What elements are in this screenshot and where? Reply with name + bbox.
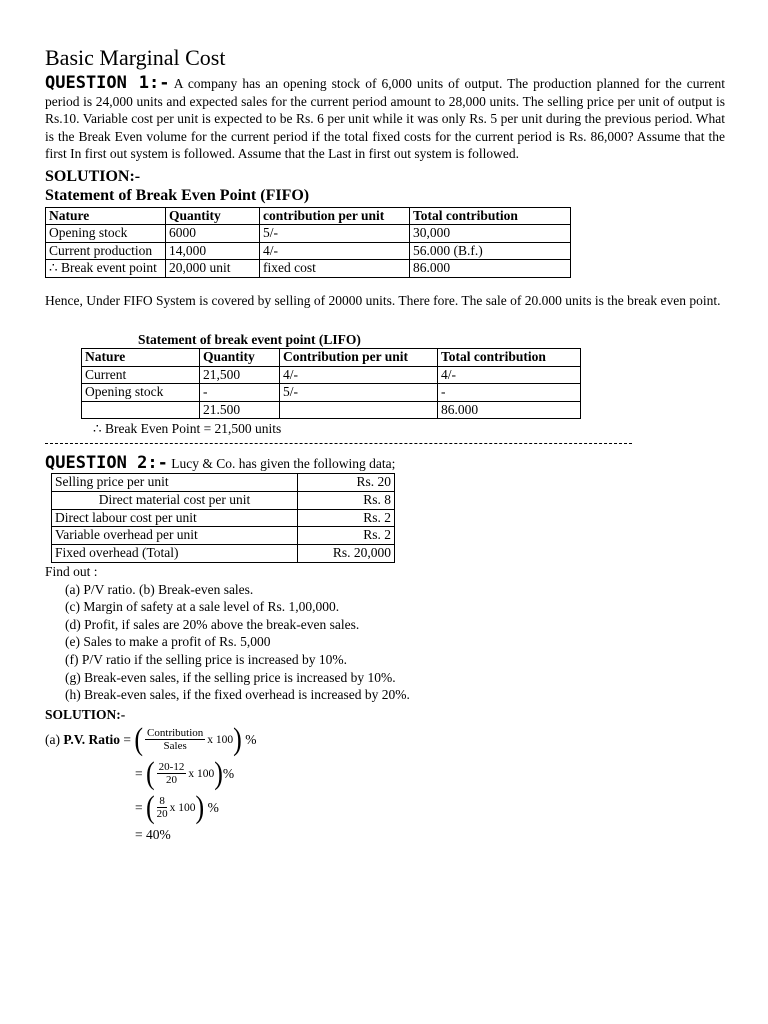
left-paren-icon: (: [134, 721, 144, 757]
table-row: [52, 527, 395, 545]
table-cell: Opening stock: [46, 225, 166, 243]
table-cell: Variable overhead per unit: [52, 527, 298, 545]
pv-ratio-line-2: [45, 757, 725, 791]
question-2-label: QUESTION 2:-: [45, 453, 168, 474]
table-header-row: [46, 207, 571, 225]
table-header: Nature: [82, 349, 200, 367]
fraction-numerator: Contribution: [147, 727, 204, 740]
equals-sign: =: [123, 731, 131, 747]
times-hundred: x 100: [169, 801, 196, 814]
lifo-title: Statement of break event point (LIFO): [138, 331, 361, 347]
difference-over-price: [157, 761, 187, 786]
percent-sign: %: [222, 765, 235, 781]
table-row: [52, 491, 395, 509]
find-out-list: [65, 581, 725, 704]
solution-label: SOLUTION:-: [45, 167, 141, 185]
equals-sign: =: [135, 765, 143, 781]
times-hundred: x 100: [188, 767, 215, 780]
document-page: [45, 45, 725, 845]
table-cell: Rs. 20: [298, 474, 395, 492]
solution-2-label: SOLUTION:-: [45, 706, 126, 722]
table-header: Total contribution: [410, 207, 571, 225]
list-item: (e) Sales to make a profit of Rs. 5,000: [65, 634, 271, 650]
times-hundred: x 100: [207, 733, 234, 746]
table-row: [52, 545, 395, 563]
find-out-label: Find out :: [45, 564, 98, 580]
table-cell: Rs. 20,000: [298, 545, 395, 563]
table-row: [46, 242, 571, 260]
lucy-data-table: [51, 473, 395, 563]
list-item: (h) Break-even sales, if the fixed overhead is increased by 20%.: [65, 687, 410, 703]
list-item: (c) Margin of safety at a sale level of Rs. 1,00,000.: [65, 599, 340, 615]
table-cell: Direct material cost per unit: [52, 491, 298, 509]
table-cell: ∴ Break event point: [46, 260, 166, 278]
question-2-text: Lucy & Co. has given the following data;: [171, 456, 396, 472]
table-cell: 86.000: [410, 260, 571, 278]
table-cell: fixed cost: [260, 260, 410, 278]
table-cell: Rs. 2: [298, 527, 395, 545]
fraction-denominator: Sales: [163, 740, 187, 753]
pv-ratio-label: P.V. Ratio: [63, 731, 120, 747]
table-cell: 86.000: [438, 401, 581, 419]
left-paren-icon: (: [146, 789, 155, 825]
pv-ratio-line-3: [45, 791, 725, 825]
table-header: Quantity: [166, 207, 260, 225]
table-cell: Rs. 2: [298, 509, 395, 527]
percent-sign: %: [207, 799, 219, 815]
lifo-break-even-point: ∴ Break Even Point = 21,500 units: [93, 421, 282, 437]
table-header-row: [82, 349, 581, 367]
right-paren-icon: ): [214, 755, 223, 791]
table-cell: -: [200, 384, 280, 402]
table-cell: 4/-: [438, 366, 581, 384]
table-row: [82, 401, 581, 419]
equals-sign: =: [135, 799, 143, 815]
table-cell: 14,000: [166, 242, 260, 260]
table-cell: Current production: [46, 242, 166, 260]
table-row: [46, 260, 571, 278]
lifo-table: [81, 348, 581, 419]
eight-over-twenty: [157, 795, 168, 820]
table-cell: Current: [82, 366, 200, 384]
table-cell: [280, 401, 438, 419]
table-cell: Fixed overhead (Total): [52, 545, 298, 563]
fraction-denominator: 20: [166, 774, 177, 787]
table-cell: Opening stock: [82, 384, 200, 402]
left-paren-icon: (: [146, 755, 155, 791]
table-cell: 4/-: [280, 366, 438, 384]
table-cell: [82, 401, 200, 419]
section-divider: [45, 443, 632, 444]
question-1: [45, 75, 725, 163]
table-row: [82, 384, 581, 402]
table-header: Contribution per unit: [280, 349, 438, 367]
table-cell: 5/-: [260, 225, 410, 243]
table-header: Nature: [46, 207, 166, 225]
fifo-note: Hence, Under FIFO System is covered by selling of 20000 units. There fore. The sale of 20.000 units is the break even point.: [45, 292, 721, 308]
list-item: (a) P/V ratio. (b) Break-even sales.: [65, 581, 254, 597]
table-cell: Selling price per unit: [52, 474, 298, 492]
page-title: Basic Marginal Cost: [45, 45, 226, 70]
fifo-title: Statement of Break Even Point (FIFO): [45, 186, 310, 204]
pv-ratio-calculation: [45, 723, 725, 845]
table-header: Total contribution: [438, 349, 581, 367]
table-cell: Direct labour cost per unit: [52, 509, 298, 527]
pv-ratio-line-1: [45, 723, 725, 757]
table-cell: -: [438, 384, 581, 402]
table-cell: 30,000: [410, 225, 571, 243]
table-cell: 21,500: [200, 366, 280, 384]
question-2: [45, 454, 725, 473]
table-cell: 20,000 unit: [166, 260, 260, 278]
pv-ratio-result: = 40%: [135, 826, 171, 842]
table-cell: 6000: [166, 225, 260, 243]
question-1-label: QUESTION 1:-: [45, 73, 170, 93]
list-item: (d) Profit, if sales are 20% above the break-even sales.: [65, 616, 360, 632]
table-row: [52, 474, 395, 492]
table-cell: 56.000 (B.f.): [410, 242, 571, 260]
fraction-numerator: 20-12: [158, 761, 185, 774]
table-header: contribution per unit: [260, 207, 410, 225]
table-cell: 5/-: [280, 384, 438, 402]
fraction-numerator: 8: [159, 795, 165, 808]
right-paren-icon: ): [233, 721, 242, 757]
table-cell: 4/-: [260, 242, 410, 260]
table-cell: 21.500: [200, 401, 280, 419]
part-a-prefix: (a): [45, 731, 60, 747]
fraction-denominator: 20: [156, 808, 168, 821]
right-paren-icon: ): [195, 789, 205, 825]
question-1-text: A company has an opening stock of 6,000 units of output. The production planned for the current period is 24,000 units and expected sales for the current period amount to 28,000 units. The selling price per unit of output is Rs.10. Variable cost per unit is expected to be Rs. 6 per unit while it was only Rs. 5 per unit during the previous period. What is the Break Even volume for the current period if the total fixed costs for the current period is Rs. 86,000? Assume that the first In first out system is followed. Assume that the Last in first out system is followed.: [45, 76, 725, 162]
list-item: (f) P/V ratio if the selling price is increased by 10%.: [65, 652, 348, 668]
list-item: (g) Break-even sales, if the selling price is increased by 10%.: [65, 669, 396, 685]
table-header: Quantity: [200, 349, 280, 367]
table-cell: Rs. 8: [298, 491, 395, 509]
percent-sign: %: [245, 731, 257, 747]
table-row: [52, 509, 395, 527]
contribution-over-sales: [145, 727, 205, 752]
table-row: [82, 366, 581, 384]
table-row: [46, 225, 571, 243]
fifo-table: [45, 207, 571, 278]
